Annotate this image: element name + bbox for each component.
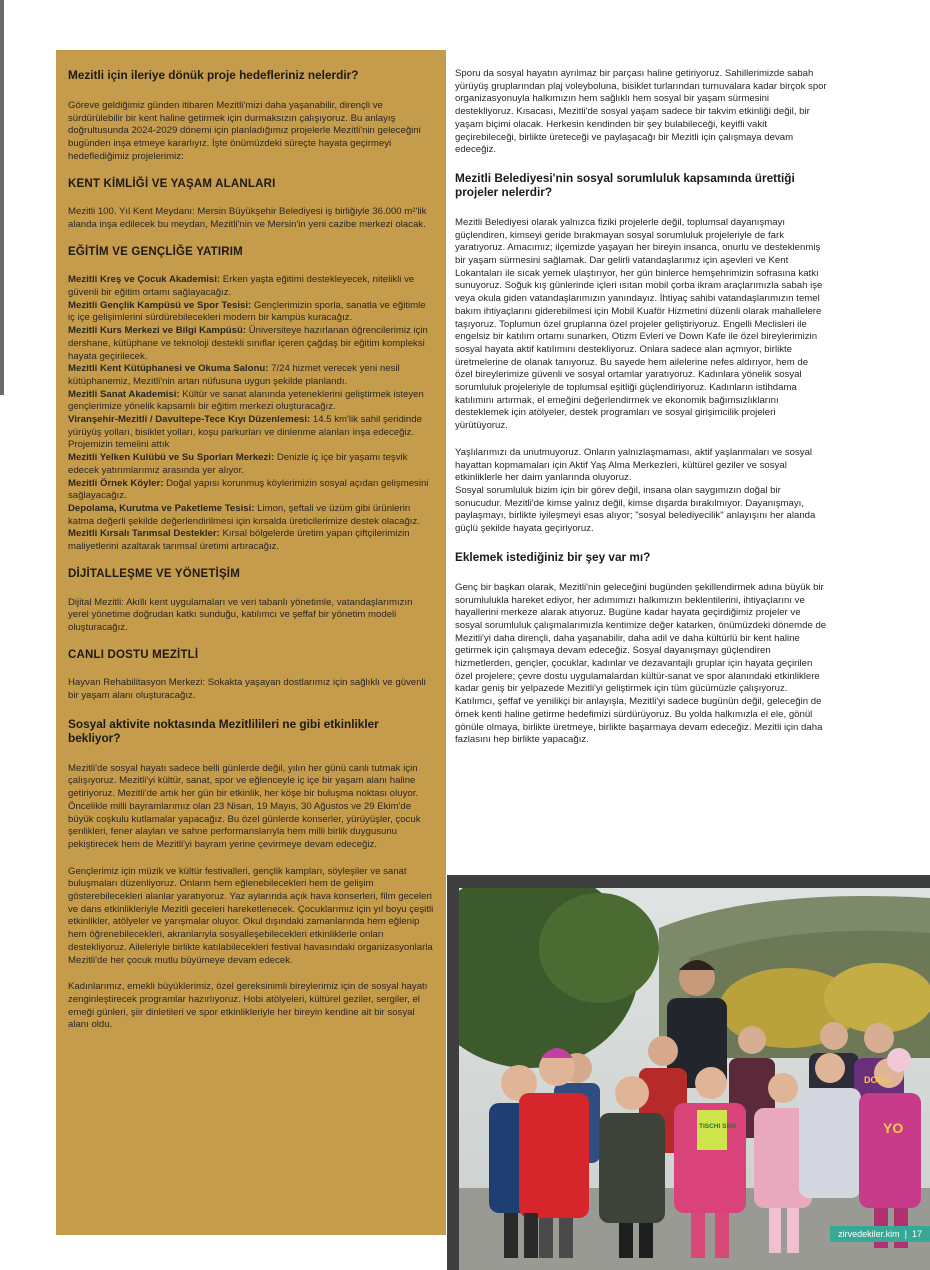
- project-title: Mezitli Kurs Merkezi ve Bilgi Kampüsü:: [68, 325, 247, 337]
- paragraph: Sosyal sorumluluk bizim için bir görev değil, insana olan saygımızın doğal bir sonucudur. Mezitli'de kimse yalnız değil, kimse dışarda bırakılmıyor. Dayanışmayı, paylaşmayı, birlikte iyileşmeyi esas alıyor; "sosyal belediyecilik" anlayışını her alanda güçlü şekilde hayata geçiriyoruz.: [455, 484, 816, 535]
- page-spine: [0, 0, 4, 395]
- project-title: Mezitli Örnek Köyler:: [68, 477, 164, 489]
- section-heading: CANLI DOSTU MEZİTLİ: [68, 648, 199, 661]
- project-item: [68, 503, 434, 528]
- project-item: [68, 478, 434, 503]
- page-number: 17: [911, 1229, 922, 1239]
- footer-separator: |: [904, 1229, 907, 1239]
- paragraph: Hayvan Rehabilitasyon Merkezi: Sokakta yaşayan dostlarımız için sağlıklı ve güvenli bir yaşam alanı oluşturacağız.: [68, 677, 426, 702]
- project-text: Üniversiteye hazırlanan öğrencilerimiz için dershane, kütüphane ve teknoloji destekli sınıflar içeren çağdaş bir eğitim kompleksi hayata geçirilecek.: [68, 325, 428, 362]
- project-list: [68, 274, 434, 553]
- project-text: Kırsal bölgelerde üretim yapan çiftçilerimizin maliyetlerini azaltarak tarımsal üretimi artıracağız.: [68, 528, 410, 553]
- project-text: Limon, şeftali ve üzüm gibi ürünlerin katma değerli şekilde değerlendirilmesi için kırsalda üreticilerimize destek olacağız.: [68, 502, 420, 527]
- shirt-text: YO: [883, 1120, 904, 1136]
- project-title: Mezitli Gençlik Kampüsü ve Spor Tesisi:: [68, 299, 252, 311]
- project-title: Viranşehir-Mezitli / Davultepe-Tece Kıyı Düzenlemesi:: [68, 414, 311, 426]
- section-heading: EĞİTİM VE GENÇLİĞE YATIRIM: [68, 245, 243, 258]
- paragraph: Mezitli 100. Yıl Kent Meydanı: Mersin Büyükşehir Belediyesi iş birliğiyle 36.000 m²'lik alanda inşa edilecek bu meydan, Mezitli'nin ve Mersin'in yeni cazibe merkezi olacak.: [68, 206, 427, 230]
- paragraph: Sporu da sosyal hayatın ayrılmaz bir parçası haline getiriyoruz. Sahillerimizde sabah yürüyüş gruplarından plaj voleyboluna, bisiklet turlarından turnuvalara kadar birçok spor organizasyonuyla halkımızın hem sağlıklı hem sosyal bir yaşam sürmesini destekliyoruz. Kısacası, Mezitli'de sosyal yaşam sadece bir takvim etkinliği değil, bir yaşam biçimi olacak. Herkesin kendinden bir şey bulabileceği, keyifli vakit geçirebileceği, birlikte üreteceği ve paylaşacağı bir Mezitli için çalışmaya devam edeceğiz.: [455, 68, 827, 156]
- project-item: [68, 389, 434, 414]
- question-heading: Eklemek istediğiniz bir şey var mı?: [455, 549, 651, 564]
- project-text: Denizle iç içe bir yaşamı teşvik edecek yatırımlarımız arasında yer alıyor.: [68, 452, 408, 476]
- question-heading: Mezitli için ileriye dönük proje hedefleriniz nelerdir?: [68, 68, 359, 82]
- right-text-column: [455, 68, 827, 873]
- project-text: Doğal yapısı korunmuş köylerimizin sosyal açıdan gelişmesini sağlayacağız.: [68, 477, 429, 502]
- left-text-panel: [56, 50, 446, 1235]
- project-item: [68, 452, 434, 477]
- children-group-photo: [459, 888, 930, 1270]
- project-title: Mezitli Kent Kütüphanesi ve Okuma Salonu:: [68, 363, 269, 375]
- paragraph: Mezitli'de sosyal hayatı sadece belli günlerde değil, yılın her günü canlı tutmak için çalışıyoruz. Mezitli'yi kültür, sanat, spor ve eğlenceyle iç içe bir yaşam alanı haline getiriyoruz. Mezitli'de artık her gün bir etkinlik, her köşe bir buluşma noktası oluyor. Öncelikle milli bayramlarımız olan 23 Nisan, 19 Mayıs, 30 Ağustos ve 29 Ekim'de büyük coşkulu kutlamalar yapacağız. Bu özel günlerde konserler, yürüyüşler, çocuk şenlikleri, fener alayları ve sahne performanslarıyla hem milli birlik duygusunu pekiştirecek hem de Mezitli'yi bayram yerine çevirmeye devam edeceğiz.: [68, 762, 421, 850]
- section-heading: DİJİTALLEŞME VE YÖNETİŞİM: [68, 567, 240, 580]
- project-title: Mezitli Kreş ve Çocuk Akademisi:: [68, 274, 221, 286]
- paragraph: Göreve geldiğimiz günden itibaren Mezitli'mizi daha yaşanabilir, dirençli ve sürdürülebilir bir kent haline getirmek için durmaksızın çalışıyoruz. Bu anlayış doğrultusunda 2024-2029 dönemi için planladığımız projelerle Mezitli'nin geleceğini bugünden inşa etmeye kararlıyız. İşte önümüzdeki süreçte hayata geçirmeyi hedeflediğimiz projelerimiz:: [68, 100, 421, 162]
- project-text: 7/24 hizmet verecek yeni nesil kütüphanemiz, Mezitli'nin artan nüfusuna uygun şekilde planlandı.: [68, 363, 400, 387]
- project-title: Mezitli Kırsalı Tarımsal Destekler:: [68, 528, 220, 540]
- paragraph: Yaşlılarımızı da unutmuyoruz. Onların yalnızlaşmaması, aktif yaşlanmaları ve sosyal hayattan kopmamaları için Aktif Yaş Alma Merkezleri, kültürel geziler ve sosyal etkinliklerle her daim yanlarında oluyoruz.: [455, 446, 813, 484]
- project-item: [68, 325, 434, 363]
- section-heading: KENT KİMLİĞİ VE YAŞAM ALANLARI: [68, 177, 276, 190]
- project-title: Mezitli Yelken Kulübü ve Su Sporları Merkezi:: [68, 452, 275, 464]
- project-item: [68, 274, 434, 299]
- paragraph: Gençlerimiz için müzik ve kültür festivalleri, gençlik kampları, söyleşiler ve sanat buluşmaları düzenliyoruz. Onların hem eğlenebilecekleri hem de gelişim gösterebilecekleri alanlar yaratıyoruz. Yaz aylarında açık hava konserleri, film geceleri ve dans etkinlikleriyle Mezitli geceleri hareketlenecek. Çocuklarımız için yıl boyu çeşitli etkinlikler, atölyeler ve yarışmalar oluyor. Okul dışındaki zamanlarında hem eğlenip hem öğrenebilecekleri, akranlarıyla sosyalleşebilecekleri etkinliklerle onları destekliyoruz. Aileleriyle birlikte katılabilecekleri festival havasındaki organizasyonlarla Mezitli'de her çocuk mutlu büyümeye devam edecek.: [68, 865, 434, 966]
- tree: [539, 893, 659, 1003]
- paragraph: Mezitli Belediyesi olarak yalnızca fiziki projelerle değil, toplumsal dayanışmayı güçlendiren, kimseyi geride bırakmayan sosyal sorumluluk projeleriyle de fark yaratıyoruz. Amacımız; ilçemizde yaşayan her bireyin insanca, onurlu ve desteklenmiş bir yaşam sürmesini sağlamak. Dar gelirli vatandaşlarımız için aşevleri ve Kent Lokantaları ile sıcak yemek ulaştırıyor, her gün binlerce hemşehrimizin sofrasına katkı sunuyoruz. Soğuk kış günlerinde içleri ısıtan mobil çorba ikram araçlarımızla sabah işe veya okula giden vatandaşlarımızın yanındayız. İhtiyaç sahibi vatandaşlarımızın temel bakım ihtiyaçlarını giderebilmesi için Mobil Kuaför Hizmetini düzenli olarak mahallelere taşıyoruz. Toplumun özel gruplarına özel projeler geliştiriyoruz. Engelli Meclisleri ile engelsiz bir katılım ortamı sunarken, Otizm Evleri ve Down Kafe ile özel bireylerimizin sosyal hayata aktif katılımını destekliyoruz. Onlara sadece alan açmıyor, birlikte üretmelerine de olanak tanıyoruz. Bu sayede hem ailelerine nefes aldırıyor, hem de özel bireylerimize güvenli ve sosyal ortamlar yaratıyoruz. Kadınlara yönelik sosyal sorumluluk projeleriyle de toplumsal eşitliği güçlendiriyoruz. Kadınların istihdama katılımını artırmak, el emeğini değerlendirmek ve ekonomik bağımsızlıklarını desteklemek için atölyeler, destek programları ve sosyal girişimcilik projeleri yürütüyoruz.: [455, 216, 823, 432]
- question-heading: Sosyal aktivite noktasında Mezitlilileri ne gibi etkinlikler bekliyor?: [68, 716, 379, 745]
- project-text: Kültür ve sanat alanında yeteneklerini geliştirmek isteyen gençlerimize yönelik kapsamlı bir eğitim merkezi oluşturacağız.: [68, 388, 424, 413]
- question-heading: Mezitli Belediyesi'nin sosyal sorumluluk kapsamında ürettiği projeler nelerdir?: [455, 170, 795, 199]
- footer-site: zirvedekiler.kim: [838, 1229, 900, 1239]
- project-text: Gençlerimizin sporla, sanatla ve eğitimle iç içe gelişimlerini sürdürebilecekleri modern bir kampüs kuracağız.: [68, 299, 426, 324]
- project-item: [68, 528, 434, 553]
- project-title: Depolama, Kurutma ve Paketleme Tesisi:: [68, 502, 255, 514]
- autumn-tree: [824, 963, 930, 1033]
- shirt-text: TISCHI SMA: [699, 1123, 737, 1130]
- paragraph: Genç bir başkan olarak, Mezitli'nin geleceğini bugünden şekillendirmek adına büyük bir sorumlulukla hareket ediyor, her adımımızı halkımızın beklentilerini, ihtiyaçlarını ve hayallerini merkeze alarak atıyoruz. Bugüne kadar hayata geçirdiğimiz projeler ve sosyal sorumluluk çalışmalarımızla kentimize değer katarken, önümüzdeki dönemde de Mezitli'yi daha dirençli, daha yaşanabilir, daha adil ve daha kültürlü bir kent haline getirmek için çalışmaya devam edeceğiz. Sosyal dayanışmayı güçlendiren hizmetlerden, gençler, çocuklar, kadınlar ve dezavantajlı gruplar için hayata geçirilen özel projelere; çevre dostu uygulamalardan kültür-sanat ve spor alanındaki etkinliklere kadar geniş bir yelpazede Mezitli'yi geliştirmek için tüm gücümüzle çalışıyoruz. Katılımcı, şeffaf ve yenilikçi bir anlayışla, Mezitli'yi sadece bugünün değil, geleceğin de örnek kenti haline getirme hedefimizi sürdürüyoruz. Bu yolda halkımızla el ele, gönül gönüle olmaya, birlikte üretmeye, birlikte başarmaya devam edeceğiz. Mezitli için daha fazlasını hep birlikte yapacağız.: [455, 581, 827, 746]
- paragraph: Dijital Mezitli: Akıllı kent uygulamaları ve veri tabanlı yönetimle, vatandaşlarımızın yerel yönetime doğrudan katkı sunduğu, katılımcı ve şeffaf bir yönetim modeli oluşturacağız.: [68, 596, 413, 633]
- project-title: Mezitli Sanat Akademisi:: [68, 388, 180, 400]
- project-item: [68, 300, 434, 325]
- project-text: Erken yaşta eğitimi destekleyecek, nitelikli ve güvenli bir eğitim ortamı sağlayacağız.: [68, 274, 415, 299]
- footer-badge: [830, 1226, 930, 1242]
- project-item: [68, 363, 434, 388]
- paragraph: Kadınlarımız, emekli büyüklerimiz, özel gereksinimli bireylerimiz için de sosyal hayatı zenginleştirecek programlar hazırlıyoruz. Hobi atölyeleri, kültürel geziler, sergiler, el emeği günleri, şiir dinletileri ve spor etkinlikleriyle her bireyin kendine ait bir sosyal alanı oldu.: [68, 981, 428, 1031]
- shirt-text: DOĞU: [864, 1075, 891, 1085]
- project-item: [68, 414, 434, 452]
- project-text: 14.5 km'lik sahil şeridinde yürüyüş yolları, bisiklet yolları, koşu parkurları ve dinlenme alanları inşa edeceğiz. Projemizin temelini attık: [68, 414, 422, 451]
